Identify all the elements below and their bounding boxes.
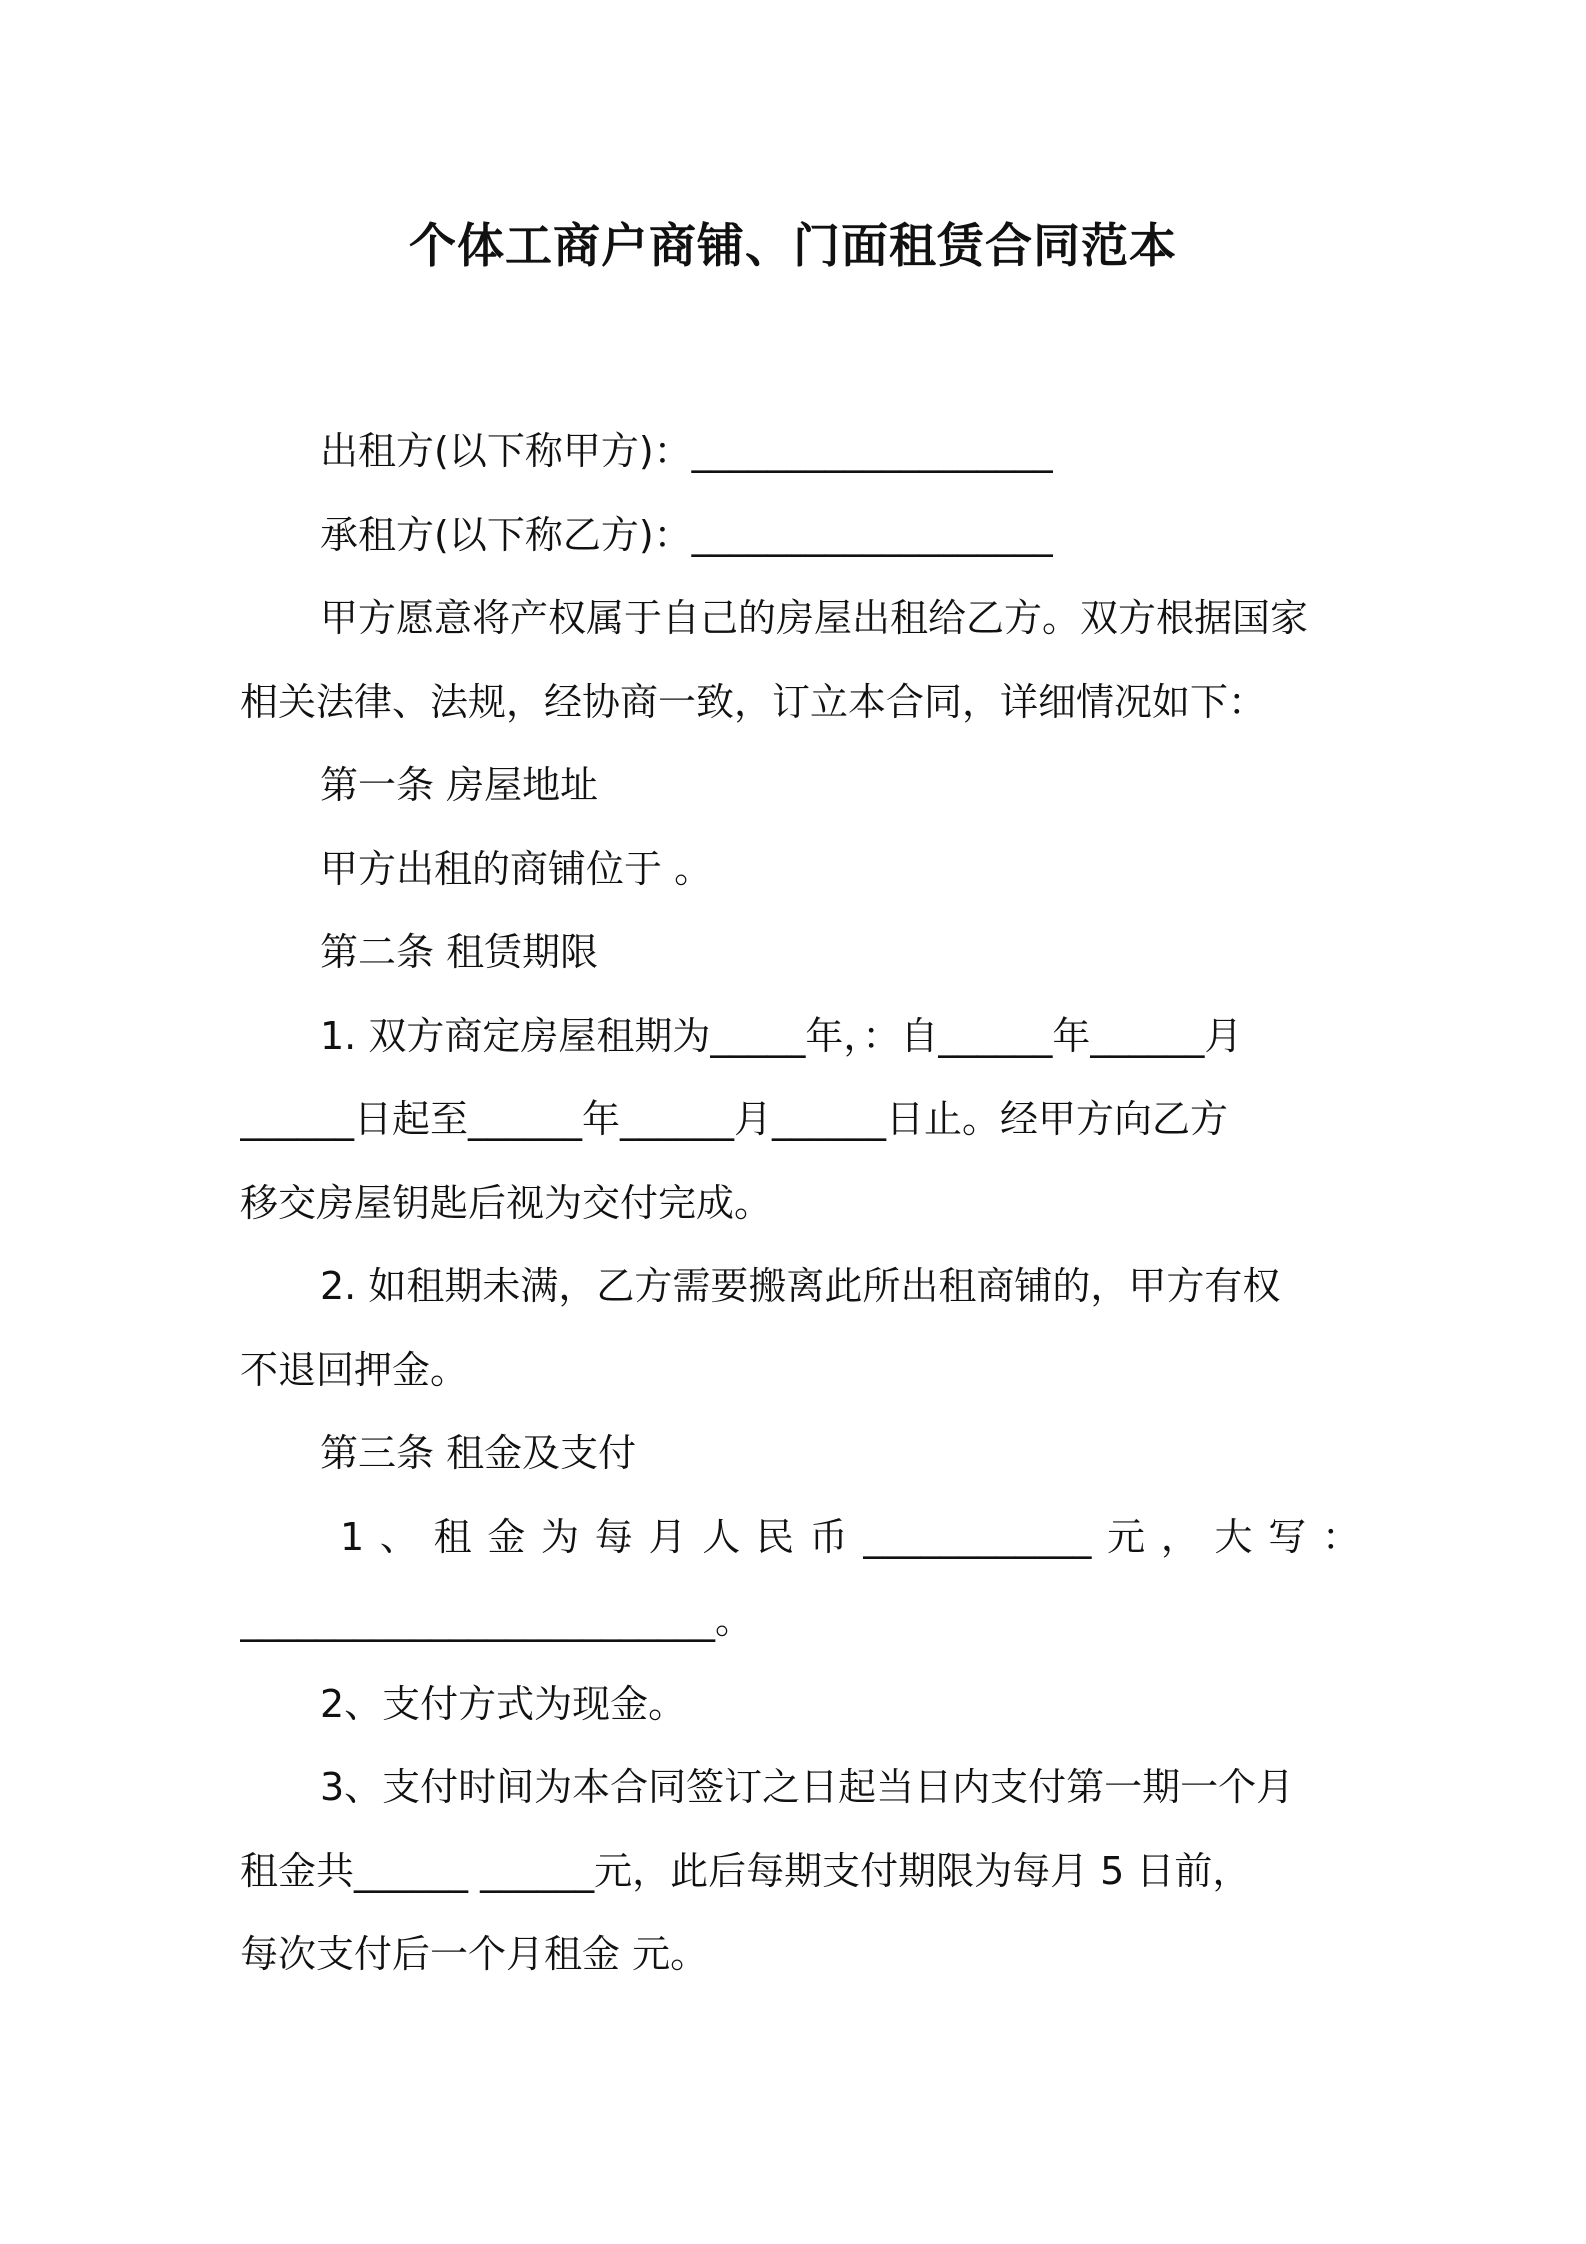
lessee-line: 承租方(以下称乙方)：___________________ (320, 512, 1053, 557)
article-3-item-3-line-3: 每次支付后一个月租金 元。 (240, 1932, 709, 1976)
article-1-text: 甲方出租的商铺位于 。 (320, 846, 713, 891)
document-title: 个体工商户商铺、门面租赁合同范本 (409, 219, 1177, 274)
article-2-item-2-line-2: 不退回押金。 (240, 1347, 469, 1392)
lessor-line: 出租方(以下称甲方)：___________________ (320, 429, 1053, 473)
article-2-item-1-line-2: ______日起至______年______月______日止。经甲方向乙方 (240, 1097, 1229, 1141)
article-2-item-1-line-1: 1. 双方商定房屋租期为_____年，：自______年______月 (320, 1013, 1243, 1058)
article-3-item-1-line-1: 1、租金为每月人民币____________元，大写： (340, 1514, 1360, 1559)
article-1-heading: 第一条 房屋地址 (320, 763, 599, 807)
article-2-heading: 第二条 租赁期限 (320, 930, 599, 974)
article-3-heading: 第三条 租金及支付 (320, 1431, 637, 1475)
article-3-item-2: 2、支付方式为现金。 (320, 1681, 687, 1726)
document-body (240, 410, 1360, 1997)
preamble-line-2: 相关法律、法规，经协商一致，订立本合同，详细情况如下： (240, 679, 1267, 724)
article-2-item-1-line-3: 移交房屋钥匙后视为交付完成。 (240, 1180, 773, 1225)
article-3-item-3-line-2: 租金共______ ______元，此后每期支付期限为每月 5 日前， (240, 1848, 1251, 1893)
article-2-item-2-line-1: 2. 如租期未满，乙方需要搬离此所出租商铺的，甲方有权 (320, 1264, 1281, 1308)
article-3-item-3-line-1: 3、支付时间为本合同签订之日起当日内支付第一期一个月 (320, 1765, 1295, 1809)
preamble-line-1: 甲方愿意将产权属于自己的房屋出租给乙方。双方根据国家 (320, 596, 1309, 640)
article-3-item-1-line-2: _________________________。 (240, 1598, 754, 1642)
